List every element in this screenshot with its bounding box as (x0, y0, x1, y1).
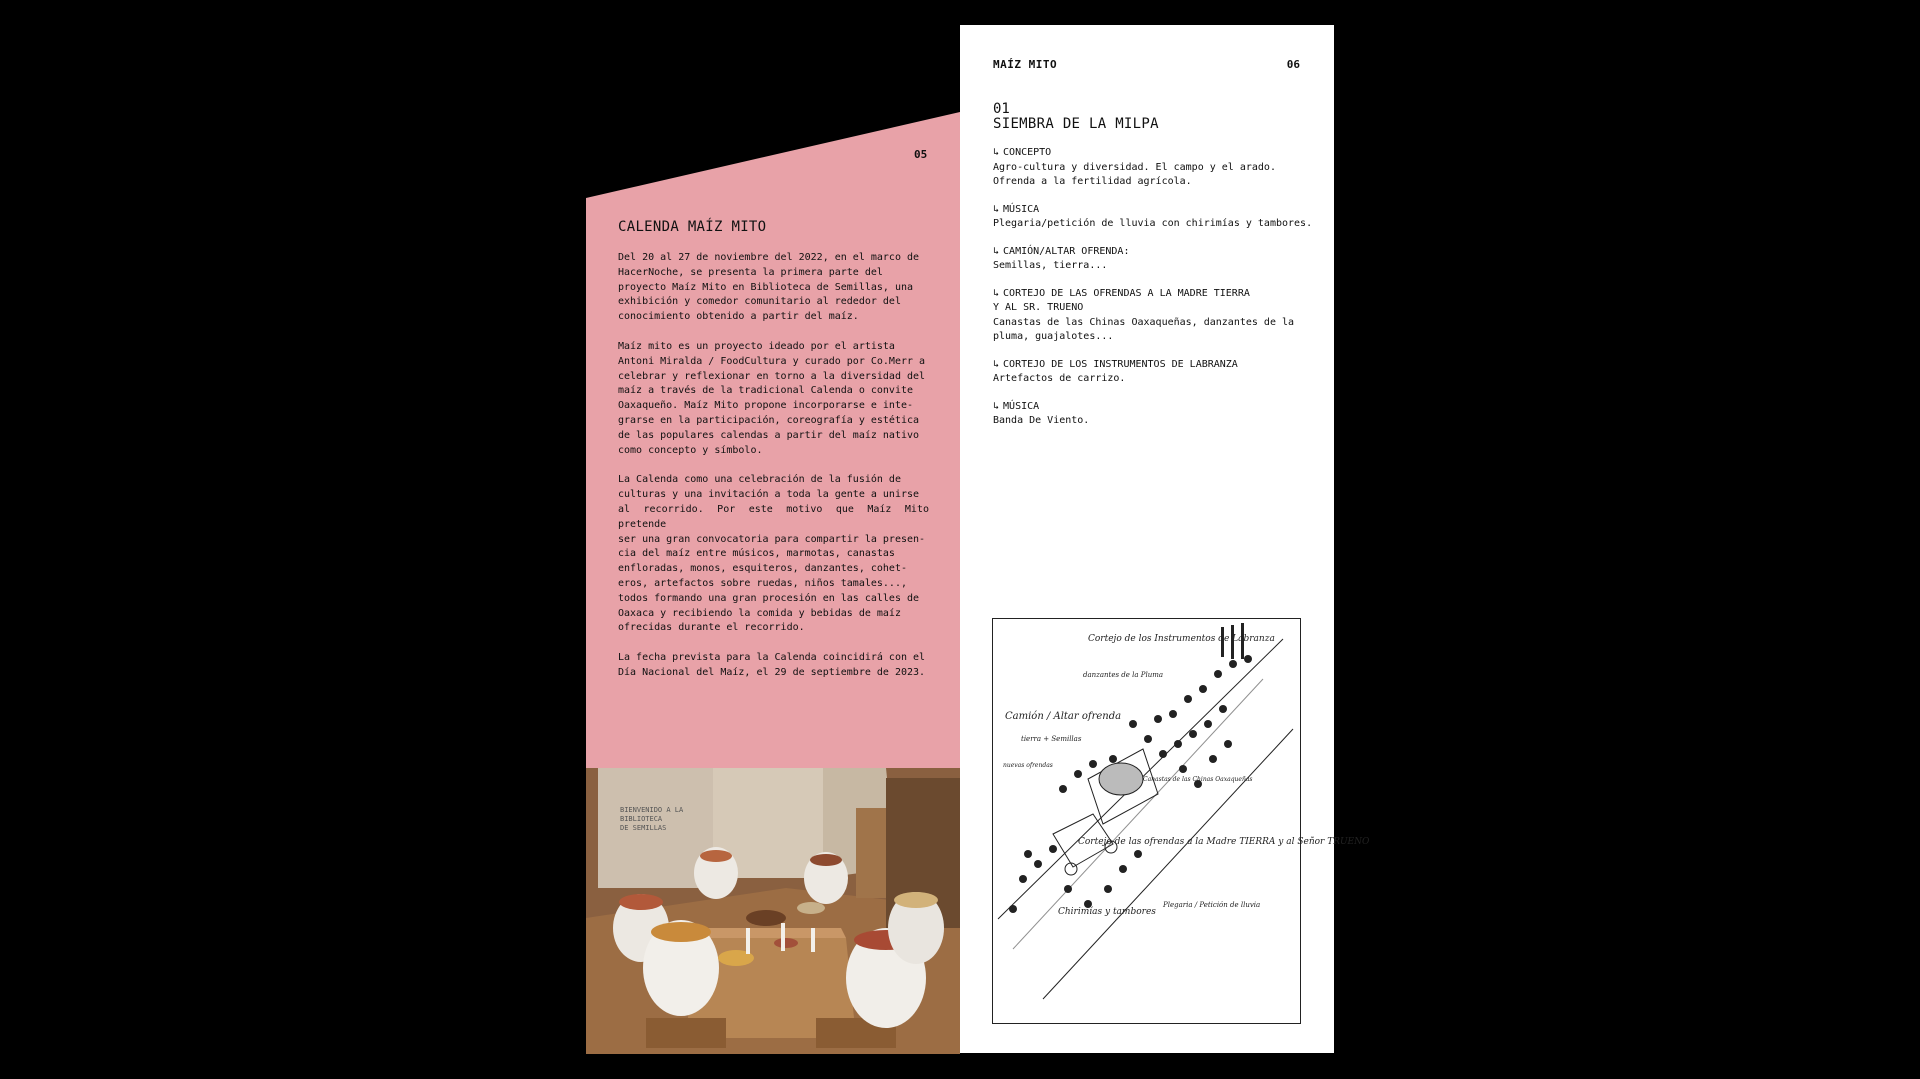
arrow-icon: ↳ (993, 147, 1000, 158)
program-item-text: Semillas, tierra... (993, 260, 1108, 271)
sketch-label-plume: danzantes de la Pluma (1083, 671, 1164, 679)
exhibition-photo (586, 768, 960, 1054)
arrow-icon: ↳ (993, 203, 1000, 215)
program-item-heading: MÚSICA (1003, 203, 1040, 215)
photo-sign-line-2: BIBLIOTECA (620, 815, 663, 823)
left-paragraph-2: Maíz mito es un proyecto ideado por el artista Antoni Miralda / FoodCultura y curado por Co.Merr a celebrar y reflexionar en torno a la diversidad del maíz a través de la tradicional Calenda o convite Oaxaqueño. Maíz Mito propone incorporarse e inte- grarse en la participación, coreografía y estética de las populares calendas a partir del maíz nativo como concepto y símbolo. (618, 340, 926, 456)
running-header-title: MAÍZ MITO (993, 58, 1058, 71)
left-page-title: CALENDA MAÍZ MITO (618, 219, 767, 235)
program-item-heading: CAMIÓN/ALTAR OFRENDA: (1003, 245, 1130, 257)
section-title: SIEMBRA DE LA MILPA (993, 116, 1159, 132)
sketch-label-nuevas: nuevas ofrendas (1003, 762, 1053, 769)
sketch-label-instrumentos: Cortejo de los Instrumentos de Labranza (1088, 634, 1275, 644)
program-item-heading: MÚSICA (1003, 400, 1040, 412)
program-item (993, 203, 1313, 232)
photo-sign-line-3: DE SEMILLAS (620, 824, 667, 832)
sketch-label-camion: Camión / Altar ofrenda (1005, 711, 1122, 722)
program-item (993, 287, 1313, 345)
left-page-body (618, 251, 929, 696)
arrow-icon: ↳ (993, 287, 1000, 299)
program-list (993, 146, 1313, 442)
sketch-label-chirimias: Chirimías y tambores (1058, 907, 1156, 917)
left-paragraph-3: La Calenda como una celebración de la fusión de culturas y una invitación a toda la gente a unirse al recorrido. Por este motivo que Maíz Mito pretende ser una gran convocatoria para compartir la presen- cia del maíz entre músicos, marmotas, canastas enfloradas, monos, esquiteros, danzantes, cohet- eros, artefactos sobre ruedas, niños tamales..., todos formando una gran procesión en las calles de Oaxaca y recibiendo la comida y bebidas de maíz ofrecidas durante el recorrido. (618, 474, 929, 634)
sketch-label-tierra: tierra + Semillas (1021, 735, 1082, 743)
left-paragraph-4: La fecha prevista para la Calenda coincidirá con el Día Nacional del Maíz, el 29 de septiembre de 2023. (618, 652, 926, 678)
program-item-text: Canastas de las Chinas Oaxaqueñas, danzantes de la pluma, guajalotes... (993, 316, 1295, 342)
photo-sign-line-1: BIENVENIDO A LA (620, 806, 684, 814)
program-item-text: Banda De Viento. (993, 415, 1090, 426)
program-item-text: Agro-cultura y diversidad. El campo y el arado. Ofrenda a la fertilidad agrícola. (993, 161, 1276, 187)
sketch-label-plegaria: Plegaria / Petición de lluvia (1163, 901, 1261, 909)
right-page-number: 06 (1286, 58, 1300, 71)
arrow-icon: ↳ (993, 358, 1000, 370)
program-item (993, 400, 1313, 429)
sketch-label-ofrendas: Cortejo de las ofrendas a la Madre TIERRA y al Señor TRUENO (1078, 837, 1370, 847)
sketch-label-chinas: Canastas de las Chinas Oaxaqueñas (1143, 776, 1253, 783)
procession-sketch (992, 618, 1370, 1024)
program-item-heading: CORTEJO DE LOS INSTRUMENTOS DE LABRANZA (1003, 358, 1238, 370)
left-page-number: 05 (914, 148, 928, 161)
program-item-heading: CONCEPTO (1003, 147, 1052, 158)
truck-sketch (1053, 749, 1158, 875)
program-item (993, 146, 1313, 190)
arrow-icon: ↳ (993, 245, 1000, 257)
left-paragraph-1: Del 20 al 27 de noviembre del 2022, en el marco de HacerNoche, se presenta la primera parte del proyecto Maíz Mito en Biblioteca de Semillas, una exhibición y comedor comunitario al rededor del conocimiento obtenido a partir del maíz. (618, 252, 920, 323)
program-item (993, 245, 1313, 274)
right-page (960, 25, 1370, 1053)
program-item-heading: CORTEJO DE LAS OFRENDAS A LA MADRE TIERRA Y AL SR. TRUENO (993, 287, 1250, 313)
program-item (993, 358, 1313, 387)
program-item-text: Artefactos de carrizo. (993, 373, 1126, 384)
arrow-icon: ↳ (993, 400, 1000, 412)
section-number: 01 (993, 101, 1010, 117)
program-item-text: Plegaria/petición de lluvia con chirimías y tambores. (993, 218, 1313, 229)
